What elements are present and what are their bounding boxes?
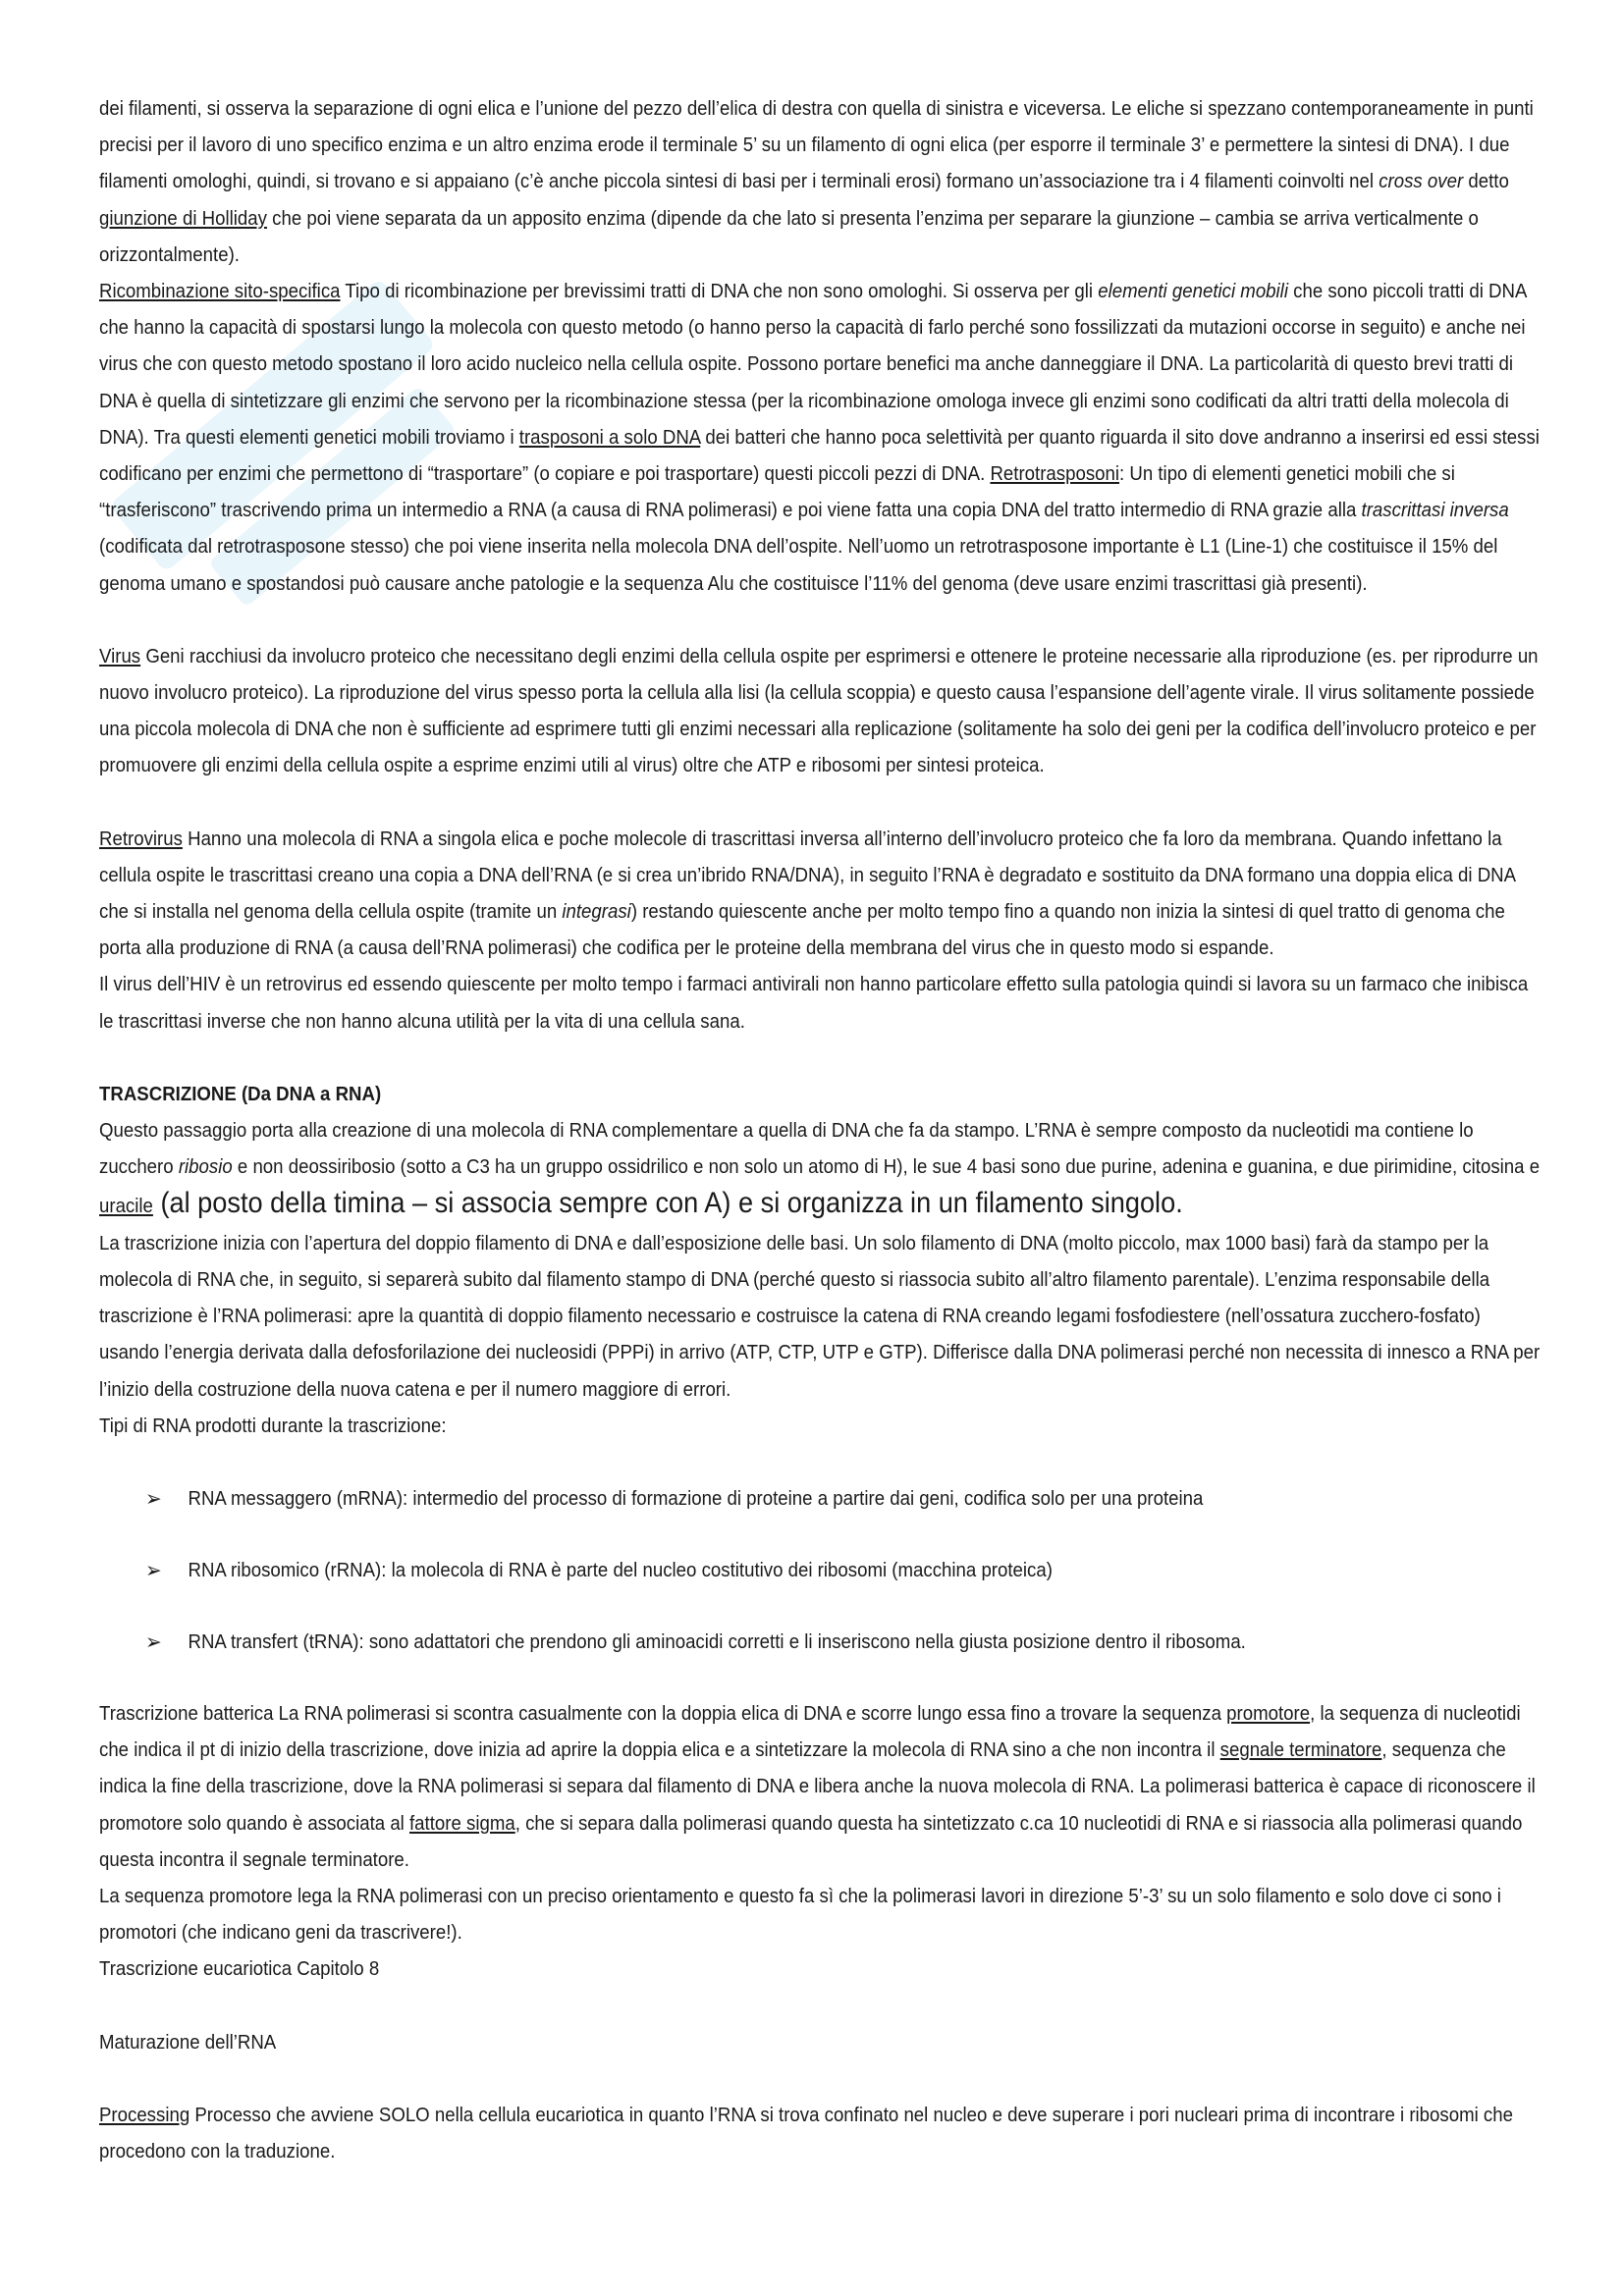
paragraph-tipi-rna: Tipi di RNA prodotti durante la trascrizione:	[99, 1414, 447, 1437]
arrow-bullet-icon: ➢	[145, 1629, 162, 1654]
paragraph-retrovirus: Retrovirus Hanno una molecola di RNA a singola elica e poche molecole di trascrittasi inversa all’interno dell’involucro proteico che fa loro da membrana. Quando infettano la cellula ospite le trascrittasi creano una copia a DNA dell’RNA (e si crea un’ibrido RNA/DNA), in seguito l’RNA è degradato e sostituito da DNA formano una doppia elica di DNA che si installa nel genoma della cellula ospite (tramite un integrasi) restando quiescente anche per molto tempo fino a quando non inizia la sintesi di quel tratto di genoma che porta alla produzione di RNA (a causa dell’RNA polimerasi) che codifica per le proteine della membrana del virus che in questo modo si espande.	[99, 827, 1516, 960]
section-heading-trascrizione: TRASCRIZIONE (Da DNA a RNA)	[99, 1082, 382, 1105]
paragraph-trascrizione-batterica: Trascrizione batterica La RNA polimerasi si scontra casualmente con la doppia elica di DNA e scorre lungo essa fino a trovare la sequenza promotore, la sequenza di nucleotidi che indica il pt di inizio della trascrizione, dove inizia ad aprire la doppia elica e a sintetizzare la molecola di RNA sino a che non incontra il segnale terminatore, sequenza che indica la fine della trascrizione, dove la RNA polimerasi si separa dal filamento di DNA e libera anche la nuova molecola di RNA. La polimerasi batterica è capace di riconoscere il promotore solo quando è associata al fattore sigma, che si separa dalla polimerasi quando questa ha sintetizzato c.ca 10 nucleotidi di RNA e si riassocia alla polimerasi quando questa incontra il segnale terminatore.	[99, 1701, 1536, 1871]
paragraph-maturazione-rna: Maturazione dell’RNA	[99, 2030, 277, 2054]
paragraph-processing: Processing Processo che avviene SOLO nella cellula eucariotica in quanto l’RNA si trova confinato nel nucleo e deve superare i pori nucleari prima di incontrare i ribosomi che procedono con la traduzione.	[99, 2103, 1513, 2163]
arrow-bullet-icon: ➢	[145, 1485, 162, 1511]
paragraph-ricombinazione-sito-specifica: Ricombinazione sito-specifica Tipo di ricombinazione per brevissimi tratti di DNA che non sono omologhi. Si osserva per gli elementi genetici mobili che sono piccoli tratti di DNA che hanno la capacità di spostarsi lungo la molecola con questo metodo (o hanno perso la capacità di farlo perché sono fossilizzati da mutazioni occorse in seguito) e anche nei virus che con questo metodo spostano il loro acido nucleico nella cellula ospite. Possono portare benefici ma anche danneggiare il DNA. La particolarità di questo brevi tratti di DNA è quella di sintetizzare gli enzimi che servono per la ricombinazione stessa (per la ricombinazione omologa invece gli enzimi sono codificati da altri tratti della molecola di DNA). Tra questi elementi genetici mobili troviamo i trasposoni a solo DNA dei batteri che hanno poca selettività per quanto riguarda il sito dove andranno a inserirsi ed essi stessi codificano per enzimi che permettono di “trasportare” (o copiare e poi trasportare) questi piccoli pezzi di DNA. Retrotrasposoni: Un tipo di elementi genetici mobili che si “trasferiscono” trascrivendo prima un intermedio a RNA (a causa di RNA polimerasi) e poi viene fatta una copia DNA del tratto intermedio di RNA grazie alla trascrittasi inversa (codificata dal retrotrasposone stesso) che poi viene inserita nella molecola DNA dell’ospite. Nell’uomo un retrotrasposone importante è L1 (Line-1) che costituisce il 15% del genoma umano e spostandosi può causare anche patologie e la sequenza Alu che costituisce l’11% del genoma (deve usare enzimi trascrittasi già presenti).	[99, 280, 1540, 595]
list-item: ➢ RNA ribosomico (rRNA): la molecola di RNA è parte del nucleo costitutivo dei ribosomi (macchina proteica)	[99, 1552, 1542, 1624]
spacer	[99, 784, 1542, 821]
arrow-bullet-icon: ➢	[145, 1557, 162, 1582]
paragraph-rna-intro: Questo passaggio porta alla creazione di una molecola di RNA complementare a quella di DNA che fa da stampo. L’RNA è sempre composto da nucleotidi ma contiene lo zucchero ribosio e non deossiribosio (sotto a C3 ha un gruppo ossidrilico e non solo un atomo di H), le sue 4 basi sono due purine, adenina e guanina, e due pirimidine, citosina e uracile (al posto della timina – si associa sempre con A) e si organizza in un filamento singolo.	[99, 1119, 1541, 1220]
list-item: ➢ RNA transfert (tRNA): sono adattatori che prendono gli aminoacidi corretti e li inseriscono nella giusta posizione dentro il ribosoma.	[99, 1624, 1542, 1695]
spacer	[99, 1040, 1542, 1076]
paragraph-trascrizione-inizio: La trascrizione inizia con l’apertura del doppio filamento di DNA e dall’esposizione delle basi. Un solo filamento di DNA (molto piccolo, max 1000 basi) farà da stampo per la molecola di RNA che, in seguito, si separerà subito dal filamento stampo di DNA (perché questo si riassocia subito all’altro filamento parentale). L’enzima responsabile della trascrizione è l’RNA polimerasi: apre la quantità di doppio filamento necessario e costruisce la catena di RNA creando legami fosfodiestere (nell’ossatura zucchero-fosfato) usando l’energia derivata dalla defosforilazione dei nucleosidi (PPPi) in arrivo (ATP, CTP, UTP e GTP). Differisce dalla DNA polimerasi perché non necessita di innesco a RNA per l’inizio della costruzione della nuova catena e per il numero maggiore di errori.	[99, 1231, 1541, 1401]
spacer	[99, 1988, 1542, 2024]
rna-types-list	[99, 1480, 1542, 1695]
paragraph-hiv: Il virus dell’HIV è un retrovirus ed essendo quiescente per molto tempo i farmaci antivirali non hanno particolare effetto sulla patologia quindi si lavora su un farmaco che inibisca le trascrittasi inverse che non hanno alcuna utilità per la vita di una cellula sana.	[99, 973, 1529, 1033]
paragraph-ricombinazione-omologa: dei filamenti, si osserva la separazione di ogni elica e l’unione del pezzo dell’elica di destra con quella di sinistra e viceversa. Le eliche si spezzano contemporaneamente in punti precisi per il lavoro di uno specifico enzima e un altro enzima erode il terminale 5’ su un filamento di ogni elica (per esporre il terminale 3’ e permettere la sintesi di DNA). I due filamenti omologhi, quindi, si trovano e si appaiano (c’è anche piccola sintesi di basi per i terminali erosi) formano un’associazione tra i 4 filamenti coinvolti nel cross over detto giunzione di Holliday che poi viene separata da un apposito enzima (dipende da che lato si presenta l’enzima per separare la giunzione – cambia se arriva verticalmente o orizzontalmente).	[99, 97, 1534, 266]
spacer	[99, 602, 1542, 638]
paragraph-sequenza-promotore: La sequenza promotore lega la RNA polimerasi con un preciso orientamento e questo fa sì che la polimerasi lavori in direzione 5’-3’ su un solo filamento e solo dove ci sono i promotori (che indicano geni da trascrivere!).	[99, 1884, 1501, 1945]
spacer	[99, 1444, 1542, 1480]
spacer	[99, 2060, 1542, 2097]
paragraph-trascrizione-eucariotica: Trascrizione eucariotica Capitolo 8	[99, 1957, 380, 1981]
paragraph-virus: Virus Geni racchiusi da involucro proteico che necessitano degli enzimi della cellula ospite per esprimersi e ottenere le proteine necessarie alla riproduzione (es. per riprodurre un nuovo involucro proteico). La riproduzione del virus spesso porta la cellula alla lisi (la cellula scoppia) e questo causa l’espansione dell’agente virale. Il virus solitamente possiede una piccola molecola di DNA che non è sufficiente ad esprimere tutti gli enzimi necessari alla replicazione (solitamente ha solo dei geni per la codifica dell’involucro proteico e per promuovere gli enzimi della cellula ospite a esprime enzimi utili al virus) oltre che ATP e ribosomi per sintesi proteica.	[99, 644, 1539, 777]
document-page	[99, 90, 1542, 2169]
list-item: ➢ RNA messaggero (mRNA): intermedio del processo di formazione di proteine a partire dai geni, codifica solo per una proteina	[99, 1480, 1542, 1552]
